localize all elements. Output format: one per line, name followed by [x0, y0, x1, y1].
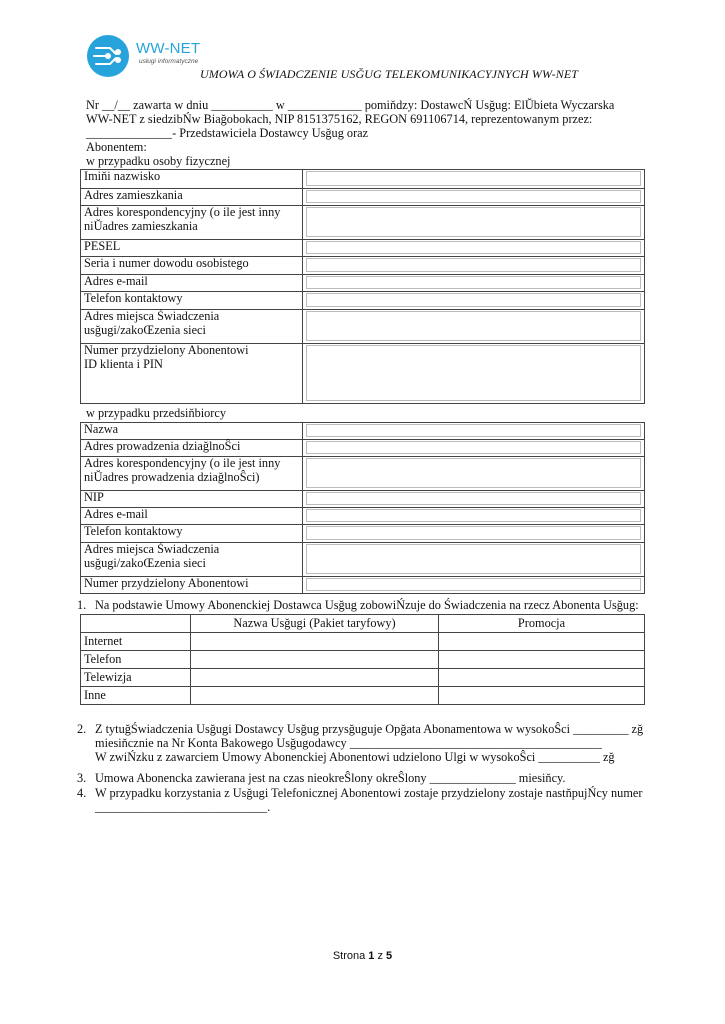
footer-prefix: Strona [332, 950, 369, 962]
person-field-input-box[interactable] [306, 258, 641, 272]
service-package-field[interactable] [191, 687, 439, 705]
footer-page-number: 1 [368, 950, 375, 962]
company-field-input-box[interactable] [306, 492, 641, 505]
company-field-label: Adres miejsca Świadczenia usğugi/zakoŒzenia sieci [81, 543, 303, 577]
company-field-row [81, 423, 645, 440]
intro-line-3: ______________- Przedstawiciela Dostawcy Usğug oraz [86, 126, 369, 140]
person-field-value-field[interactable] [303, 170, 645, 189]
person-field-row [81, 344, 645, 404]
footer-total-pages: 5 [386, 950, 393, 962]
brand-tagline: usługi informatyczne [139, 58, 199, 65]
company-field-row [81, 543, 645, 577]
company-field-value-field[interactable] [303, 543, 645, 577]
point-1-number: 1. [77, 598, 87, 612]
person-field-input-box[interactable] [306, 241, 641, 254]
services-header-row [81, 615, 645, 633]
person-field-row [81, 240, 645, 257]
company-data-table [80, 422, 645, 594]
person-data-table [80, 169, 645, 404]
company-field-input-box[interactable] [306, 424, 641, 437]
footer-sep: z [374, 950, 387, 962]
service-promotion-field[interactable] [439, 651, 645, 669]
person-field-label: Numer przydzielony Abonentowi ID klienta i PIN [81, 344, 303, 404]
company-heading: w przypadku przedsiňbiorcy [86, 406, 227, 420]
point-4-number: 4. [77, 786, 87, 800]
company-field-row [81, 577, 645, 594]
person-field-input-box[interactable] [306, 171, 641, 186]
person-field-value-field[interactable] [303, 189, 645, 206]
person-field-value-field[interactable] [303, 344, 645, 404]
service-name: Telefon [81, 651, 191, 669]
person-field-value-field[interactable] [303, 292, 645, 310]
point-1-text: Na podstawie Umowy Abonenckiej Dostawca Usğug zobowiŃzuje do Świadczenia na rzecz Abonenta Usğug: [95, 598, 639, 612]
person-field-value-field[interactable] [303, 240, 645, 257]
person-field-label: Imiňi nazwisko [81, 170, 303, 189]
person-field-row [81, 292, 645, 310]
company-field-row [81, 440, 645, 457]
person-field-value-field[interactable] [303, 310, 645, 344]
service-name: Internet [81, 633, 191, 651]
brand-name: WW-NET [136, 40, 201, 57]
point-3-text: Umowa Abonencka zawierana jest na czas nieokreŜlony okreŜlony ______________ miesiňcy. [95, 771, 566, 785]
point-2-line-1: Z tytuğŚwiadczenia Usğugi Dostawcy Usğug przysğuguje Opğata Abonamentowa w wysokoŜci _________ zğ [95, 722, 644, 736]
point-2-line-2: miesiňcznie na Nr Konta Bakowego Usğugodawcy _________________________________________ [95, 736, 602, 750]
person-field-value-field[interactable] [303, 206, 645, 240]
intro-line-4: Abonentem: [86, 140, 147, 154]
company-field-value-field[interactable] [303, 508, 645, 525]
company-field-row [81, 457, 645, 491]
person-field-label: Adres miejsca Świadczenia usğugi/zakoŒzenia sieci [81, 310, 303, 344]
service-promotion-field[interactable] [439, 687, 645, 705]
person-field-value-field[interactable] [303, 275, 645, 292]
company-field-row [81, 508, 645, 525]
person-field-input-box[interactable] [306, 293, 641, 307]
company-field-value-field[interactable] [303, 525, 645, 543]
intro-line-1: Nr __/__ zawarta w dniu __________ w ____________ pomiňdzy: DostawcŃ Usğug: ElŬbieta Wyczarska [86, 98, 615, 112]
company-field-input-box[interactable] [306, 578, 641, 591]
company-field-value-field[interactable] [303, 423, 645, 440]
person-field-label: Adres korespondencyjny (o ile jest inny niŬadres zamieszkania [81, 206, 303, 240]
person-field-input-box[interactable] [306, 207, 641, 237]
company-field-value-field[interactable] [303, 457, 645, 491]
intro-line-2: WW-NET z siedzibŃw Biağobokach, NIP 8151375162, REGON 691106714, reprezentowanym przez: [86, 112, 593, 126]
company-field-value-field[interactable] [303, 491, 645, 508]
person-field-row [81, 189, 645, 206]
company-field-value-field[interactable] [303, 440, 645, 457]
person-field-input-box[interactable] [306, 311, 641, 341]
company-field-input-box[interactable] [306, 441, 641, 454]
person-field-row [81, 310, 645, 344]
company-field-label: Adres korespondencyjny (o ile jest inny niŬadres prowadzenia dziağlnoŜci) [81, 457, 303, 491]
services-row [81, 687, 645, 705]
person-field-label: Adres e-mail [81, 275, 303, 292]
person-field-label: PESEL [81, 240, 303, 257]
person-field-row [81, 275, 645, 292]
company-field-row [81, 525, 645, 543]
service-name: Inne [81, 687, 191, 705]
page-footer [0, 950, 725, 962]
person-field-input-box[interactable] [306, 190, 641, 203]
person-field-label: Seria i numer dowodu osobistego [81, 257, 303, 275]
services-header-blank [81, 615, 191, 633]
services-header-promotion: Promocja [439, 615, 645, 633]
person-field-label: Telefon kontaktowy [81, 292, 303, 310]
service-package-field[interactable] [191, 633, 439, 651]
services-row [81, 669, 645, 687]
company-field-value-field[interactable] [303, 577, 645, 594]
service-package-field[interactable] [191, 669, 439, 687]
point-2-number: 2. [77, 722, 87, 736]
services-header-package: Nazwa Usğugi (Pakiet taryfowy) [191, 615, 439, 633]
person-field-row [81, 170, 645, 189]
company-field-row [81, 491, 645, 508]
point-3-number: 3. [77, 771, 87, 785]
company-field-input-box[interactable] [306, 526, 641, 540]
services-row [81, 633, 645, 651]
point-4-line-1: W przypadku korzystania z Usğugi Telefonicznej Abonentowi zostaje przydzielony zostaje nastňpujŃcy numer [95, 786, 643, 800]
service-package-field[interactable] [191, 651, 439, 669]
company-field-label: NIP [81, 491, 303, 508]
person-field-input-box[interactable] [306, 345, 641, 401]
company-field-label: Telefon kontaktowy [81, 525, 303, 543]
service-name: Telewizja [81, 669, 191, 687]
point-4-line-2: ____________________________. [95, 800, 271, 814]
company-field-label: Adres prowadzenia dziağlnoŜci [81, 440, 303, 457]
brand-logo-icon [86, 34, 132, 78]
company-field-input-box[interactable] [306, 458, 641, 488]
person-field-input-box[interactable] [306, 276, 641, 289]
person-field-row [81, 206, 645, 240]
person-field-row [81, 257, 645, 275]
company-field-label: Nazwa [81, 423, 303, 440]
company-field-label: Numer przydzielony Abonentowi [81, 577, 303, 594]
service-promotion-field[interactable] [439, 669, 645, 687]
services-table [80, 614, 645, 705]
service-promotion-field[interactable] [439, 633, 645, 651]
document-title: UMOWA O ŚWIADCZENIE USĞUG TELEKOMUNIKACYJNYCH WW-NET [200, 67, 579, 81]
services-row [81, 651, 645, 669]
intro-line-5: w przypadku osoby fizycznej [86, 154, 231, 168]
company-field-input-box[interactable] [306, 544, 641, 574]
company-field-input-box[interactable] [306, 509, 641, 522]
point-2-line-3: W zwiŃzku z zawarciem Umowy Abonenckiej Abonentowi udzielono Ulgi w wysokoŜci __________ zğ [95, 750, 615, 764]
person-field-value-field[interactable] [303, 257, 645, 275]
person-field-label: Adres zamieszkania [81, 189, 303, 206]
company-field-label: Adres e-mail [81, 508, 303, 525]
